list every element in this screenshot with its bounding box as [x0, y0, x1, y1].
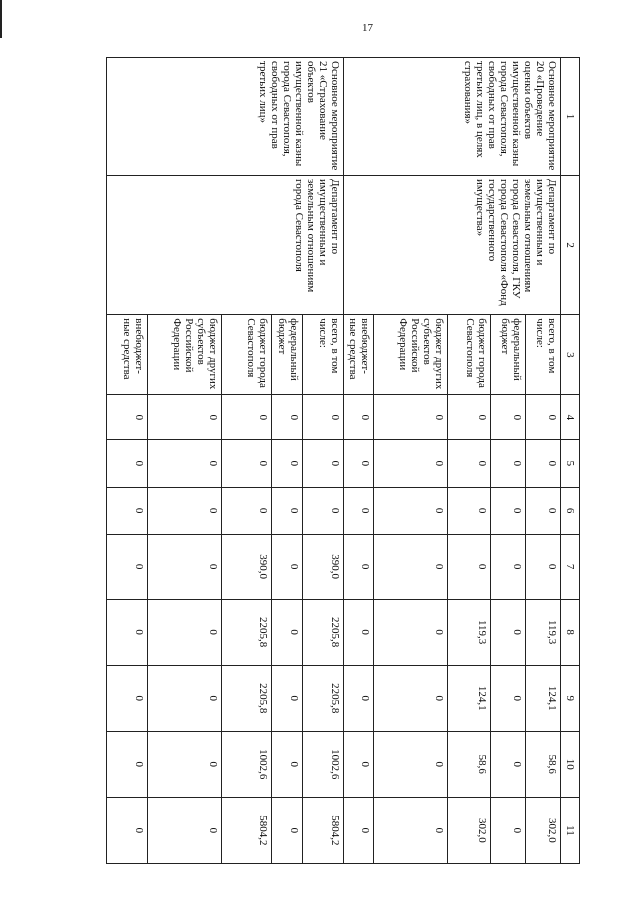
funding-source-cell: бюджет города Севастополя [447, 315, 490, 395]
value-cell: 0 [373, 395, 447, 440]
value-cell: 2205,8 [222, 665, 271, 731]
value-cell: 2205,8 [222, 599, 271, 665]
measure-name-cell: Основное мероприятие 21 «Страхование объектов имущественной казны города Севастополя, свободных от прав третьих лиц» [107, 58, 344, 176]
executor-cell: Департамент по имущественным и земельным отношениям города Севастополя [107, 176, 344, 315]
value-cell: 0 [107, 797, 148, 863]
value-cell: 0 [271, 665, 302, 731]
value-cell: 1002,6 [222, 731, 271, 797]
value-cell: 0 [447, 395, 490, 440]
value-cell: 0 [222, 395, 271, 440]
value-cell: 0 [491, 599, 526, 665]
column-header: 6 [561, 487, 580, 534]
value-cell: 0 [447, 487, 490, 534]
value-cell: 0 [222, 440, 271, 487]
scan-edge-mark [0, 0, 2, 38]
value-cell: 2205,8 [302, 599, 343, 665]
value-cell: 0 [526, 487, 561, 534]
value-cell: 0 [148, 487, 222, 534]
column-header: 9 [561, 665, 580, 731]
value-cell: 5804,2 [222, 797, 271, 863]
value-cell: 0 [343, 487, 373, 534]
value-cell: 0 [491, 797, 526, 863]
value-cell: 0 [526, 534, 561, 599]
column-header: 5 [561, 440, 580, 487]
value-cell: 0 [271, 534, 302, 599]
funding-source-cell: бюджет города Севастополя [222, 315, 271, 395]
value-cell: 0 [148, 665, 222, 731]
column-header: 4 [561, 395, 580, 440]
value-cell: 0 [271, 487, 302, 534]
funding-source-cell: всего, в том числе: [526, 315, 561, 395]
value-cell: 0 [271, 731, 302, 797]
value-cell: 390,0 [302, 534, 343, 599]
value-cell: 0 [373, 534, 447, 599]
value-cell: 0 [148, 440, 222, 487]
column-header: 10 [561, 731, 580, 797]
value-cell: 0 [343, 395, 373, 440]
value-cell: 0 [491, 487, 526, 534]
value-cell: 0 [526, 440, 561, 487]
value-cell: 0 [271, 599, 302, 665]
value-cell: 0 [491, 731, 526, 797]
measure-name-cell: Основное мероприятие 20 «Проведение оценки объектов имущественной казны города Севастополя, свободных от прав третьих лиц, в целях страхования» [343, 58, 560, 176]
column-header: 1 [561, 58, 580, 176]
value-cell: 1002,6 [302, 731, 343, 797]
column-header: 8 [561, 599, 580, 665]
column-header: 11 [561, 797, 580, 863]
table-row [526, 58, 561, 864]
value-cell: 0 [107, 487, 148, 534]
value-cell: 119,3 [526, 599, 561, 665]
value-cell: 0 [343, 599, 373, 665]
funding-source-cell: федеральный бюджет [271, 315, 302, 395]
value-cell: 0 [222, 487, 271, 534]
value-cell: 0 [373, 599, 447, 665]
value-cell: 58,6 [526, 731, 561, 797]
value-cell: 0 [491, 395, 526, 440]
table-row [302, 58, 343, 864]
value-cell: 0 [271, 440, 302, 487]
value-cell: 0 [148, 599, 222, 665]
value-cell: 0 [373, 440, 447, 487]
value-cell: 124,1 [526, 665, 561, 731]
value-cell: 0 [107, 599, 148, 665]
value-cell: 0 [302, 440, 343, 487]
table-body [107, 58, 561, 864]
value-cell: 0 [343, 440, 373, 487]
value-cell: 0 [107, 731, 148, 797]
value-cell: 0 [107, 665, 148, 731]
value-cell: 0 [526, 395, 561, 440]
funding-source-cell: всего, в том числе: [302, 315, 343, 395]
value-cell: 0 [107, 440, 148, 487]
value-cell: 0 [107, 534, 148, 599]
value-cell: 0 [491, 534, 526, 599]
funding-source-cell: внебюджет-ные средства [107, 315, 148, 395]
value-cell: 0 [271, 395, 302, 440]
funding-source-cell: внебюджет-ные средства [343, 315, 373, 395]
value-cell: 0 [148, 534, 222, 599]
value-cell: 0 [373, 487, 447, 534]
value-cell: 390,0 [222, 534, 271, 599]
value-cell: 0 [148, 731, 222, 797]
rotated-table-container [106, 57, 580, 864]
value-cell: 0 [491, 440, 526, 487]
column-header: 3 [561, 315, 580, 395]
value-cell: 0 [343, 731, 373, 797]
value-cell: 0 [491, 665, 526, 731]
value-cell: 0 [373, 665, 447, 731]
funding-source-cell: бюджет других субъектов Российской Федерации [373, 315, 447, 395]
funding-source-cell: федеральный бюджет [491, 315, 526, 395]
executor-cell: Департамент по имущественным и земельным отношениям города Севастополя, ГКУ города Севастополя «Фонд государственного имущества» [343, 176, 560, 315]
value-cell: 0 [447, 534, 490, 599]
value-cell: 119,3 [447, 599, 490, 665]
page-number: 17 [362, 22, 373, 34]
value-cell: 0 [373, 797, 447, 863]
value-cell: 5804,2 [302, 797, 343, 863]
value-cell: 302,0 [447, 797, 490, 863]
column-header: 7 [561, 534, 580, 599]
value-cell: 0 [107, 395, 148, 440]
value-cell: 302,0 [526, 797, 561, 863]
budget-table [106, 57, 580, 864]
column-header: 2 [561, 176, 580, 315]
value-cell: 0 [447, 440, 490, 487]
value-cell: 0 [302, 395, 343, 440]
value-cell: 0 [343, 665, 373, 731]
value-cell: 0 [343, 534, 373, 599]
funding-source-cell: бюджет других субъектов Российской Федерации [148, 315, 222, 395]
value-cell: 2205,8 [302, 665, 343, 731]
value-cell: 0 [302, 487, 343, 534]
value-cell: 0 [271, 797, 302, 863]
value-cell: 0 [373, 731, 447, 797]
value-cell: 0 [148, 395, 222, 440]
value-cell: 124,1 [447, 665, 490, 731]
header-row [561, 58, 580, 864]
value-cell: 0 [148, 797, 222, 863]
value-cell: 0 [343, 797, 373, 863]
value-cell: 58,6 [447, 731, 490, 797]
